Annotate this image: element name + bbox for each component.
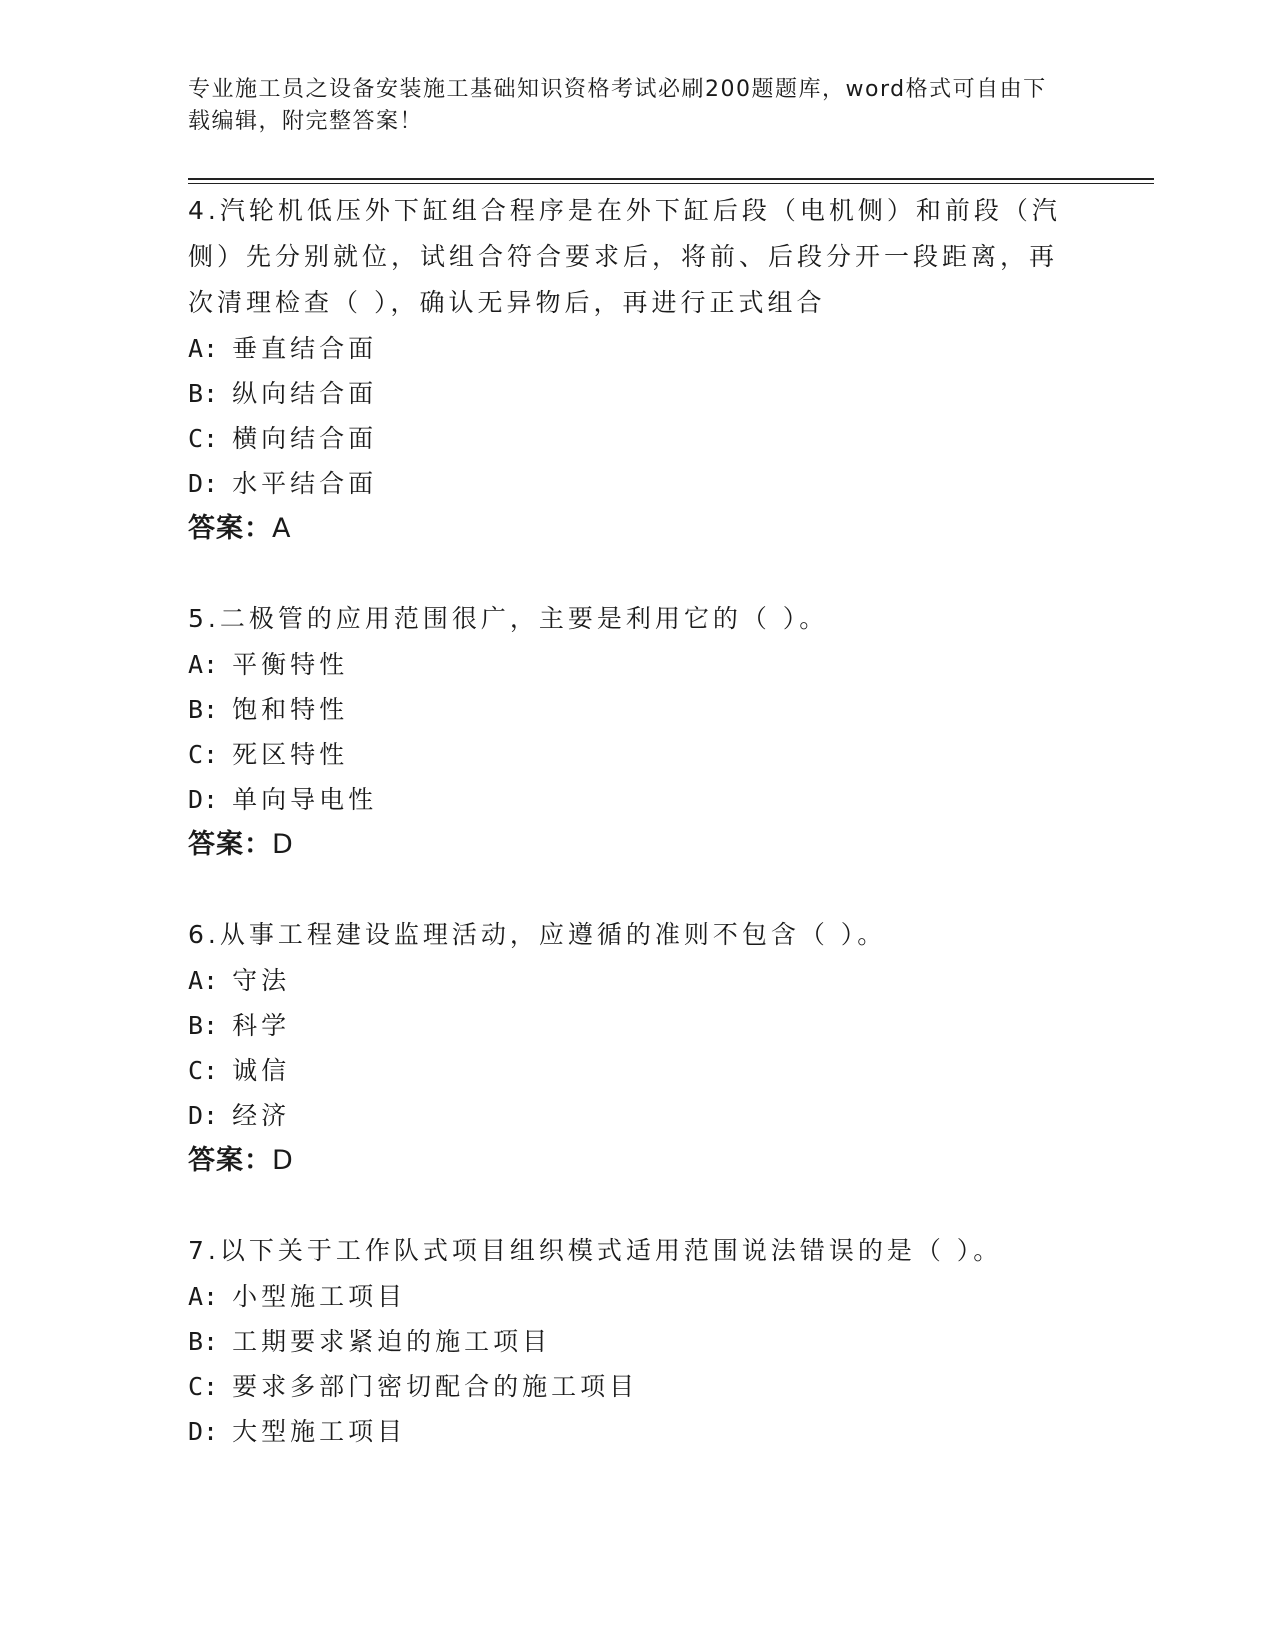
option-text: 科学 [232, 1011, 291, 1040]
option-text: 大型施工项目 [232, 1417, 407, 1446]
option-text: 平衡特性 [232, 650, 349, 679]
answer-label: 答案： [188, 1145, 272, 1176]
option-text: 横向结合面 [232, 424, 378, 453]
option-text: 纵向结合面 [232, 379, 378, 408]
option-text: 经济 [232, 1101, 291, 1130]
option-c [188, 1048, 1068, 1093]
option-b [188, 371, 1068, 416]
question-list [188, 188, 1068, 1498]
option-b [188, 1319, 1068, 1364]
option-b [188, 687, 1068, 732]
option-key: A: [188, 334, 219, 363]
option-key: A: [188, 650, 219, 679]
option-a [188, 326, 1068, 371]
option-c [188, 416, 1068, 461]
option-d [188, 461, 1068, 506]
option-key: D: [188, 1101, 219, 1130]
option-a [188, 642, 1068, 687]
answer-label: 答案： [188, 513, 272, 544]
option-key: C: [188, 1056, 219, 1085]
option-a [188, 1274, 1068, 1319]
question-stem: 4.汽轮机低压外下缸组合程序是在外下缸后段（电机侧）和前段（汽侧）先分别就位，试组合符合要求后，将前、后段分开一段距离，再次清理检查（ ），确认无异物后，再进行正式组合 [188, 196, 1061, 317]
document-intro: 专业施工员之设备安装施工基础知识资格考试必刷200题题库，word格式可自由下载编辑，附完整答案！ [188, 77, 1047, 134]
option-key: C: [188, 424, 219, 453]
option-key: B: [188, 1011, 219, 1040]
answer-label: 答案： [188, 829, 272, 860]
option-c [188, 1364, 1068, 1409]
header-divider-thick [188, 178, 1154, 180]
answer-line [188, 1138, 1068, 1184]
option-text: 死区特性 [232, 740, 349, 769]
option-b [188, 1003, 1068, 1048]
option-text: 小型施工项目 [232, 1282, 407, 1311]
option-d [188, 1093, 1068, 1138]
option-key: C: [188, 740, 219, 769]
question-stem: 5.二极管的应用范围很广，主要是利用它的（ ）。 [188, 604, 829, 633]
answer-value: A [272, 513, 292, 544]
option-text: 单向导电性 [232, 785, 378, 814]
header-divider-thin [188, 183, 1154, 184]
option-text: 垂直结合面 [232, 334, 378, 363]
option-d [188, 777, 1068, 822]
answer-line [188, 822, 1068, 868]
question-stem: 7.以下关于工作队式项目组织模式适用范围说法错误的是（ ）。 [188, 1236, 1003, 1265]
option-d [188, 1409, 1068, 1454]
question-6 [188, 912, 1068, 1184]
answer-line [188, 506, 1068, 552]
option-key: D: [188, 469, 219, 498]
answer-value: D [272, 1145, 294, 1176]
option-key: C: [188, 1372, 219, 1401]
option-c [188, 732, 1068, 777]
question-5 [188, 596, 1068, 868]
option-key: B: [188, 1327, 219, 1356]
option-key: A: [188, 1282, 219, 1311]
option-text: 诚信 [232, 1056, 291, 1085]
option-text: 守法 [232, 966, 291, 995]
option-a [188, 958, 1068, 1003]
answer-value: D [272, 829, 294, 860]
option-text: 饱和特性 [232, 695, 349, 724]
option-text: 要求多部门密切配合的施工项目 [232, 1372, 639, 1401]
option-text: 水平结合面 [232, 469, 378, 498]
option-key: D: [188, 785, 219, 814]
question-stem: 6.从事工程建设监理活动，应遵循的准则不包含（ ）。 [188, 920, 887, 949]
option-key: B: [188, 695, 219, 724]
option-key: D: [188, 1417, 219, 1446]
question-4 [188, 188, 1068, 552]
question-7 [188, 1228, 1068, 1454]
option-key: A: [188, 966, 219, 995]
option-key: B: [188, 379, 219, 408]
option-text: 工期要求紧迫的施工项目 [232, 1327, 552, 1356]
